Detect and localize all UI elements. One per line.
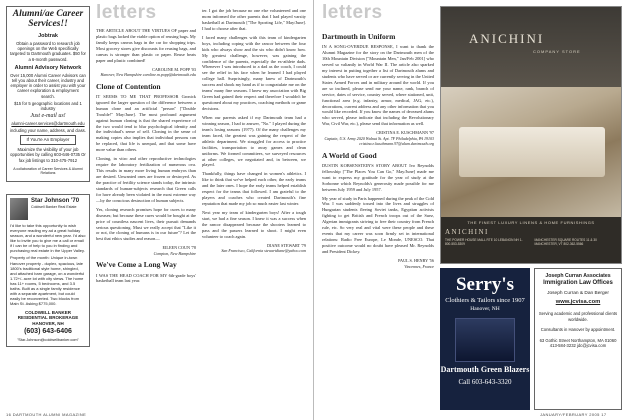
serrys-phone: Call 603-643-3320 — [458, 378, 512, 387]
letters-column-1 — [96, 28, 196, 287]
jobtrak-text: Obtain a password to research job openings on the Web specifically targeted to Dartmouth graduates. $50 for a 6-month password. — [10, 40, 86, 62]
collab-note: A collaboration of Career Services & Alumni Relations — [13, 166, 83, 176]
letter-3-signature: DIANE STEWART '79 — [266, 242, 306, 248]
star-email[interactable]: "Star.Johnson@coldwellbanker.com" — [17, 337, 79, 342]
clone-para-3: Yes, cloning research promises hope for cures to many diseases; but because these cures would be bought at the price of countless nascent lives, their pursuit demands serious questioning. Must we really accept that "Like it or not, the cloning of humans is in our future"? Let the best that ethics studies and reason— — [96, 206, 196, 242]
network-text: Over 15,000 Alumni Career Advisors can tell you about their career, industry and employer in order to assist you with your career exploration & employment search. — [10, 72, 86, 99]
star-tagline: Coldwell Banker Real Estate — [31, 205, 77, 210]
letter-1-location: Hanover, New Hampshire caroline.m.popp@dartmouth.edu — [100, 72, 196, 78]
coach-para-2: I faced many challenges with this team of kindergarten boys, including coping with the rancor between the four kids who always show and the six who didn't know how. My greatest challenge, however, was gaining the confidence of the parents, especially the ex-athlete dads. Whenever I was introduced to a dad as the coach, I could see the relief in his face when he learned I had played college ball. Surprisingly, many knew of Dartmouth's success and shook my hand as if to congratulate me on the teams' many fine seasons. I knew my association with Big Green had gained their respect and therefore I wouldn't be questioned about my practices, coaching methods or game decisions. — [202, 34, 306, 111]
curran-address: 63 Gothic Street Northampton, MA 01060 413-584-3232 jdc@jcvisa.com — [539, 337, 617, 349]
email-text: including your name, address, and class. — [10, 128, 86, 134]
curran-subtitle: Immigration Law Offices — [543, 279, 613, 286]
star-name: Star Johnson '70 — [31, 197, 80, 204]
serrys-subtitle: Clothiers & Tailors since 1907 — [445, 297, 525, 304]
anichini-banner — [441, 7, 621, 87]
anichini-store-manchester: MANCHESTER SQUARE ROUTES 11 & 30 MANCHESTER, VT 802-362-5566 — [534, 238, 597, 246]
letter-3-location: San Francisco, California stewartdiane@yahoo.com — [221, 248, 306, 254]
serrys-blazer-text: Dartmouth Green Blazers — [440, 365, 530, 374]
uniform-heading: Dartmouth in Uniform — [322, 32, 396, 41]
uniform-para: IN A SONG-OVERDUE RESPONSE, I want to thank the Alumni Magazine for the story on the Dartmouth men of the 10th Mountain Division ["Mountain Men," Jan/Feb 2001] who served so valiantly in World War II. The article also sparked my interest in putting together a list of Dartmouth alums and students who have served or are currently serving in the United States Armed Forces and in military around the world. If you are so inclined, please send me your name, rank, branch of service, dates of service, country served, where stationed, unit, functional area (e.g. infantry, armor, medical, JAG, etc.), decorations, current address and any other information that you would like recorded. If you know the names of deceased alums who served, please indicate that including the Revolutionary War, Civil War, etc.), please send that information as well. — [322, 44, 434, 127]
coach-para-1: ter. I got the job because no one else volunteered and one mom informed the other parents that I had played varsity basketball at Dartmouth ["The Sporting Life," May/June]. I had to choose after that. — [202, 8, 306, 31]
alumni-career-ad — [6, 6, 90, 182]
anichini-bed-image — [459, 127, 605, 177]
footer-left: 16 DARTMOUTH ALUMNI MAGAZINE — [6, 412, 87, 417]
anichini-ad[interactable] — [440, 6, 622, 264]
email-address[interactable]: alumni-career.services@dartmouth.edu — [11, 120, 85, 126]
long-way-para: I WAS THE HEAD COACH FOR MY 6th-grade boys' basketball team last year. — [96, 272, 196, 284]
employer-text: Maximize the visibility of your job opportunities by calling 603-646-0735 Or fax job listings to 310-475-7912 — [10, 147, 86, 163]
star-header — [10, 198, 86, 220]
curran-serving: Serving academic and professional clients worldwide. — [538, 311, 618, 322]
curran-title: Joseph Curran Associates — [545, 273, 611, 279]
coach-para-3: When our parents asked if my Dartmouth team had a winning season, I had to answer, "No." I played during the team's losing seasons (1977). Of the many challenges my team faced, the greatest was gaining the respect of the athletic department. We struggled for access to practice facilities, transportation to away games and clean uniforms. We formed committees, we surveyed resources at other colleges, we negotiated and, in between, we played. — [202, 114, 306, 168]
star-phone: (603) 643-6406 — [24, 327, 72, 335]
letter-2-signature: EILEEN COUN '78 — [162, 245, 196, 251]
letter-5-location: Vincennes, France — [404, 263, 434, 269]
long-way-heading: We've Come a Long Way — [96, 260, 177, 270]
world-good-heading: A World of Good — [322, 150, 377, 160]
serrys-ad[interactable] — [440, 268, 530, 410]
anichini-tagline: THE FINEST LUXURY LINENS & HOME FURNISHINGS — [467, 220, 595, 225]
letter-1-body: THE ARTICLE ABOUT THE VIRTUES OF paper and plastic bags lacked the viable option of reusing bags. My family keeps canvas bags in the car for shopping trips. Most grocery stores give discounts for reusing bags, and canvas is stronger than plastic or paper. Reuse beats paper and plastic combined! — [96, 28, 196, 63]
employer-button[interactable]: If You're An Employer — [20, 135, 76, 145]
network-price: $15 for 5 geographic locations and 1 industry — [14, 100, 82, 112]
anichini-company: COMPANY STORE — [533, 49, 581, 54]
left-ad-column — [6, 6, 90, 347]
clone-heading: Clone of Contention — [96, 81, 161, 91]
blazer-image — [455, 318, 515, 362]
serrys-name: Serry's — [455, 274, 515, 295]
curran-website[interactable]: www.jcvisa.com — [555, 298, 601, 305]
letters-column-2 — [202, 8, 306, 257]
letters-heading-right: letters — [322, 2, 383, 23]
coach-para-5: Next year my team of kindergarten boys! After a tough start, we had a fine season. I knew it was a success when the rancor disappeared because the shooters learned to pass and the passers learned to shoot. I might even volunteer to coach again. — [202, 210, 306, 239]
curran-ad[interactable] — [534, 268, 622, 410]
anichini-store-lebanon: THE POWER HOUSE MALL RTE 10 LEBANON NH 1-800-553-5309 — [445, 238, 523, 246]
world-good-para-2: My year of study in Paris happened during the peak of the Cold War. I was suddenly tossed into the lives and struggles of Hungarian students fleeing Soviet tanks, Egyptian activists fighting to get British and French troops out of the Suez, Algerian immigrants striving to free their country from French rule, etc. So very real and vital were these people and these events that my career was soon firmly set in international relations: Radio Free Europe, Le Monde, UNESCO. That positive outcome would no doubt have pleased Mr. Reynolds and President Dickey. — [322, 195, 434, 254]
anichini-stores — [445, 238, 617, 246]
anichini-name: ANICHINI — [469, 31, 545, 46]
letter-4-location: Captain, U.S. Army 2020 Walnut St. Apt. 7F Philadelphia, PA 19103 cristina.e.kuschmann.97@alum.dartmouth.org — [324, 135, 434, 147]
footer-right: JANUARY/FEBRUARY 2005 17 — [540, 412, 607, 417]
clone-para-2: Cloning, in vitro and other reproductive technologies require the laboratory fertilization of numerous ova. This results in many more living human embryos than are desired. Unwanted ones are frozen or destroyed. As the practice of fertility science stands today, the intrinsic standards of human-subjects research that Green calls for have already been violated in the most extreme way—by the conscious destruction of human subjects. — [96, 156, 196, 203]
jobtrak-heading: Jobtrak — [38, 32, 58, 39]
star-para-2: Property of the month: Unique in-town Hanover property - duplex, spacious, late 1800's traditional style home, shingled, and attached barn garage, on a wonderful 1.72+/- acre lot with city views. The home has 11+ rooms, 5 bedrooms, and 3.5 baths. Built as a single family residence with a separate apartment, but could easily be reconverted. Two blocks from Main St. Asking $775,000. — [10, 255, 85, 307]
anichini-info-bar — [441, 217, 621, 264]
letter-5-signature: PAUL S. HENRY '56 — [398, 257, 434, 263]
curran-names: Joseph Curran & Dan Berger — [547, 290, 609, 296]
coach-para-4: Thankfully, things have changed in women's athletics. I like to think that we've helped each other, the early teams and the later ones. I hope the early teams helped establish respect for the teams that followed. I am grateful to the players and coaches who created Dartmouth's fine reputation that made my job so much easier last winter. — [202, 171, 306, 207]
world-good-para-1: DUSTIN KOBSENSTEIN'S STORY ABOUT Ivo Reynolds fellowship ["The Places You Can Go," May/June] made me want to express my gratitude for the year of study at the Sorbonne which Reynolds's generosity made possible for me between July 1959 and July 1957. — [322, 162, 434, 192]
clone-para-1: IT SEEMS TO ME THAT PROFESSOR Gronick ignored the larger question of the difference between a human clone and an artificial "person" ["Double Trouble!" May/June]. The most profound argument against human cloning is that the shared experience of the two would tend to blur psychological identity and the individual's sense of self. Cloning in the sense of making copies also implies that individual persons can be replaced, that life is unequal, and that some have more value than others. — [96, 93, 196, 153]
letter-2-location: Compton, New Hampshire — [153, 250, 196, 256]
star-johnson-ad — [6, 194, 90, 347]
star-para-1: I'd like to take this opportunity to wish everyone reading my ad a great holiday season, and a wonderful new year. I'd also like to invite you to give me a call or email if I can be of help to you in finding and purchasing real estate in the Upper Valley. — [10, 222, 86, 254]
star-office: COLDWELL BANKER RESIDENTIAL BROKERAGE HANOVER, NH — [17, 309, 79, 327]
alumni-career-title: Alumni/ae Career Services!! — [12, 9, 84, 29]
letter-1-signature: CAROLINE M. POPP '03 — [152, 66, 196, 72]
email-heading: Just e-mail us! — [30, 113, 66, 120]
serrys-location: Hanover, NH — [470, 306, 500, 312]
letters-column-3 — [322, 28, 434, 272]
network-heading: Alumni Advisory Network — [14, 64, 82, 71]
star-photo — [10, 198, 28, 220]
letters-heading-left: letters — [96, 2, 157, 23]
curran-consult: Consultants in Hanover by appointment. — [540, 327, 616, 333]
letter-4-signature: CRISTINA E. KUSCHMANN '97 — [376, 130, 434, 136]
anichini-logo-text: ANICHINI — [445, 228, 489, 236]
